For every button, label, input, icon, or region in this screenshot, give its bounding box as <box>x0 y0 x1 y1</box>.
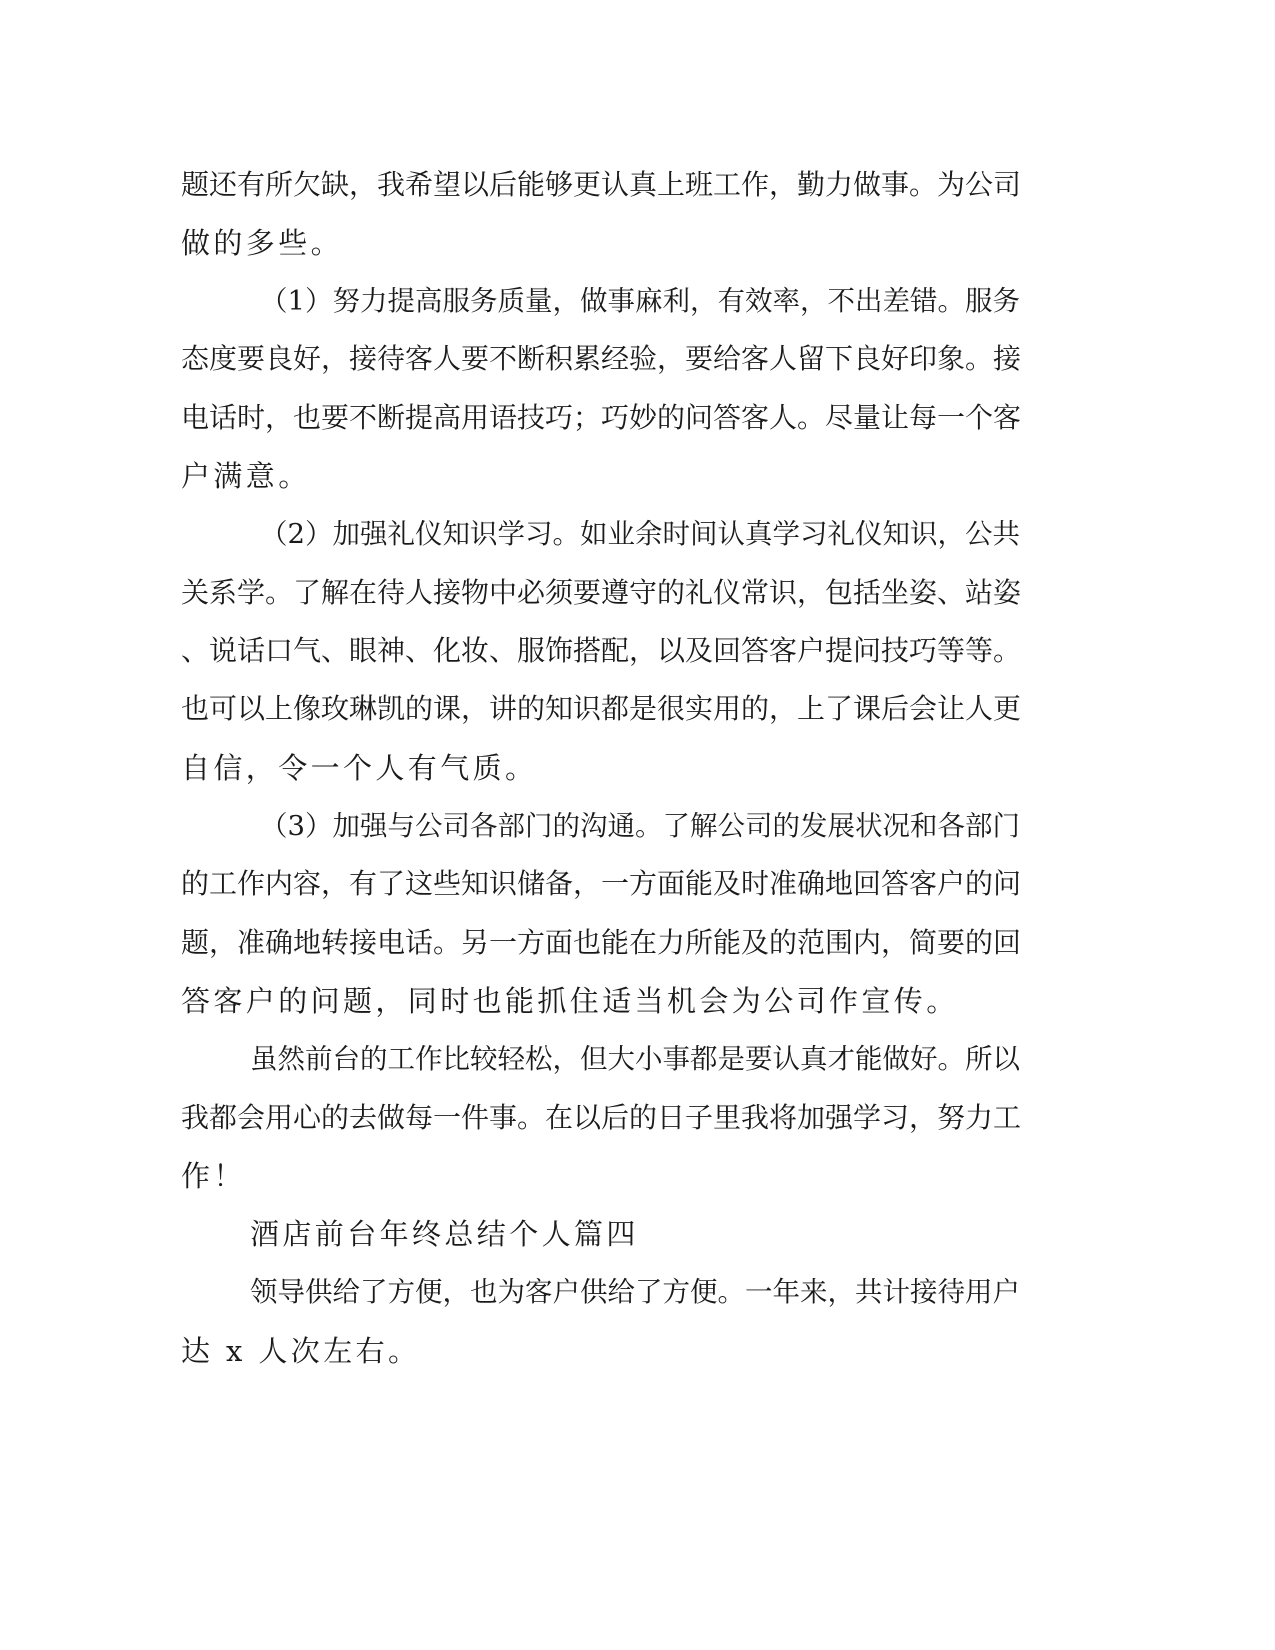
text-line: 达 x 人次左右。 <box>181 1334 421 1368</box>
text-line: 作！ <box>181 1159 246 1193</box>
text-line: 答客户的问题，同时也能抓住适当机会为公司作宣传。 <box>181 984 959 1018</box>
text-line: 、说话口气、眼神、化妆、服饰搭配，以及回答客户提问技巧等等。 <box>181 634 1022 667</box>
text-line: 我都会用心的去做每一件事。在以后的日子里我将加强学习，努力工 <box>181 1101 1022 1134</box>
text-line: （1）努力提高服务质量，做事麻利，有效率，不出差错。服务 <box>260 285 1020 317</box>
text-line: 自信，令一个人有气质。 <box>181 751 538 785</box>
text-line: （3）加强与公司各部门的沟通。了解公司的发展状况和各部门 <box>260 810 1020 842</box>
text-line: 题，准确地转接电话。另一方面也能在力所能及的范围内，简要的回 <box>181 926 1022 959</box>
text-line: 领导供给了方便，也为客户供给了方便。一年来，共计接待用户 <box>250 1276 1020 1308</box>
text-line: 虽然前台的工作比较轻松，但大小事都是要认真才能做好。所以 <box>250 1043 1020 1075</box>
text-line: 的工作内容，有了这些知识储备，一方面能及时准确地回答客户的问 <box>181 867 1022 900</box>
text-line: 户满意。 <box>181 459 311 493</box>
text-line: 关系学。了解在待人接物中必须要遵守的礼仪常识，包括坐姿、站姿 <box>181 576 1022 609</box>
text-line: 也可以上像玫琳凯的课，讲的知识都是很实用的，上了课后会让人更 <box>181 692 1022 725</box>
section-heading: 酒店前台年终总结个人篇四 <box>250 1217 639 1251</box>
text-line: 题还有所欠缺，我希望以后能够更认真上班工作，勤力做事。为公司 <box>181 168 1022 201</box>
text-line: 做的多些。 <box>181 226 344 260</box>
text-line: 态度要良好，接待客人要不断积累经验，要给客人留下良好印象。接 <box>181 342 1022 375</box>
text-line: 电话时，也要不断提高用语技巧；巧妙的问答客人。尽量让每一个客 <box>181 401 1022 434</box>
text-line: （2）加强礼仪知识学习。如业余时间认真学习礼仪知识，公共 <box>260 518 1020 550</box>
